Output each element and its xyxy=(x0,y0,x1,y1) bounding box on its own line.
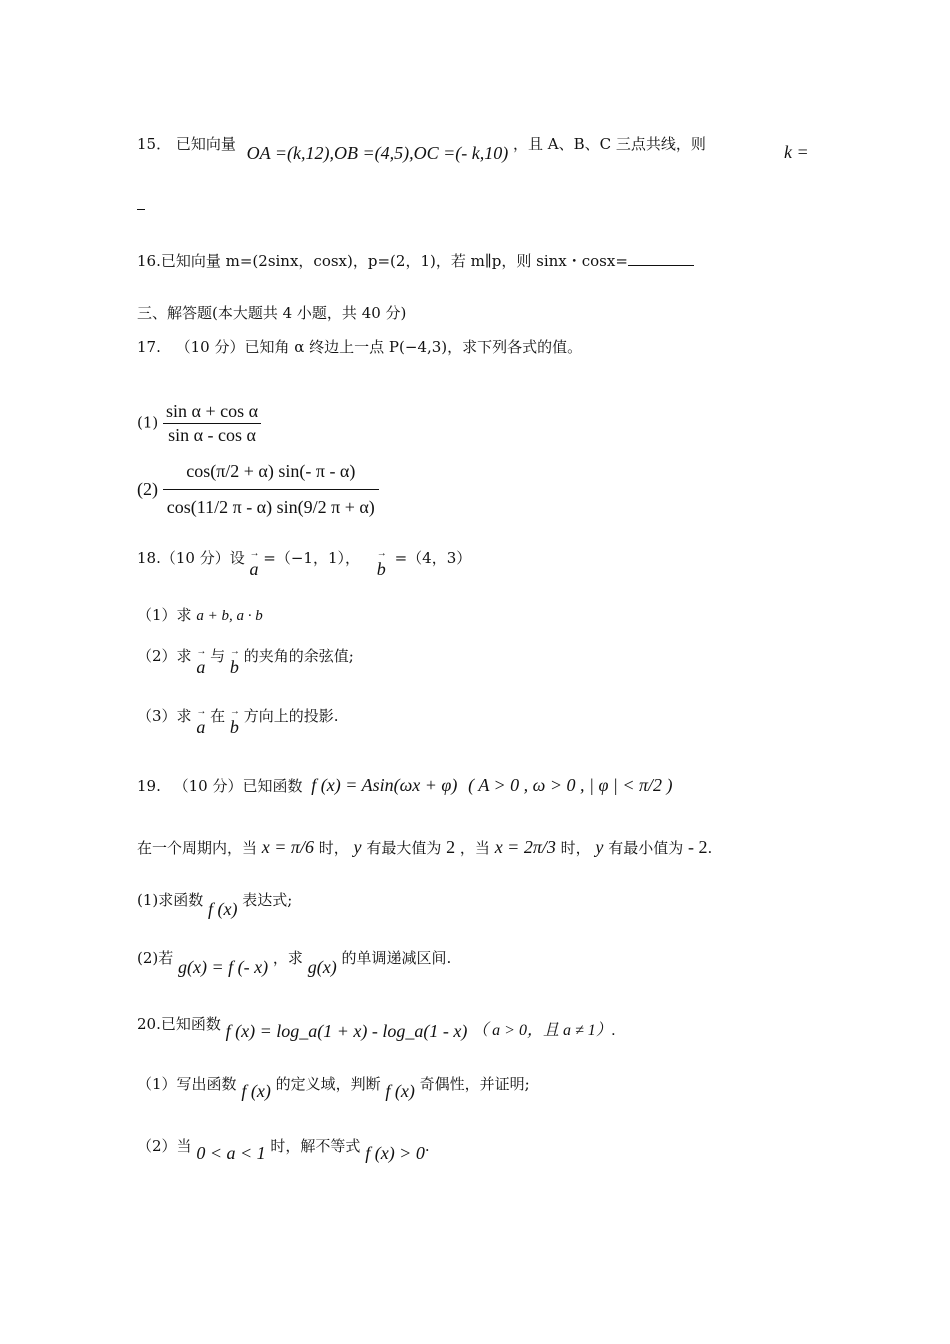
question-20 xyxy=(137,1012,616,1041)
answer-blank xyxy=(137,196,145,215)
vector-a: → a xyxy=(196,716,205,739)
vector-formula: OA =(k,12),OB =(4,5),OC =(- k,10) xyxy=(246,143,509,163)
x-value-1: x = π/6 xyxy=(261,837,314,857)
answer-variable: k = xyxy=(784,142,809,162)
part-text: 奇偶性，并证明; xyxy=(419,1075,530,1093)
function-expression: f (x) = log_a(1 + x) - log_a(1 - x) xyxy=(225,1021,468,1041)
section-heading: 三、解答题(本大题共 4 小题，共 40 分) xyxy=(137,304,407,322)
vector-b-value: =（4，3） xyxy=(394,549,472,567)
question-text: 已知向量 xyxy=(175,135,236,153)
question-text: 已知函数 xyxy=(160,1015,221,1033)
question-text: 已知向量 m=(2sinx，cosx)，p=(2，1)，若 m∥p，则 sinx・cosx= xyxy=(160,252,628,270)
question-text: 时， xyxy=(560,839,591,857)
q19-line-2: 在一个周期内，当 x = π/6 时， y 有最大值为 2 ，当 x = 2π/3 时， y 有最小值为 - 2. xyxy=(137,837,713,857)
vector-a: → a xyxy=(250,558,259,581)
question-text: 有最大值为 xyxy=(366,839,442,857)
fraction xyxy=(163,454,379,524)
vector-a: → a xyxy=(196,656,205,679)
denominator: sin α - cos α xyxy=(163,423,261,447)
question-number: 17. xyxy=(137,338,161,356)
inequality: f (x) > 0 xyxy=(365,1143,425,1163)
function-symbol: f (x) xyxy=(385,1081,415,1101)
part-text: . xyxy=(424,1137,430,1155)
question-number: 19. xyxy=(137,777,161,795)
part-text: （1）求 xyxy=(137,606,192,624)
vector-b: → b xyxy=(377,558,386,581)
q17-part-1 xyxy=(137,400,261,446)
vector-expression: a + b, a · b xyxy=(196,608,263,624)
part-text: ，求 xyxy=(272,949,303,967)
part-text: （2）求 xyxy=(137,647,192,665)
part-label: (2) xyxy=(137,478,158,499)
part-text: （1）写出函数 xyxy=(137,1075,237,1093)
part-text: 的单调递减区间. xyxy=(341,949,452,967)
answer-blank xyxy=(628,253,694,266)
q19-part-1 xyxy=(137,888,293,919)
question-17 xyxy=(137,338,582,357)
part-text: （3）求 xyxy=(137,707,192,725)
question-16 xyxy=(137,252,694,271)
function-symbol: f (x) xyxy=(241,1081,271,1101)
question-text: 在一个周期内，当 xyxy=(137,839,258,857)
question-number: 15． xyxy=(137,135,172,153)
question-text: ，当 xyxy=(459,839,490,857)
part-text: 的定义域，判断 xyxy=(275,1075,381,1093)
y-variable: y xyxy=(353,837,362,857)
part-text: 时，解不等式 xyxy=(270,1137,361,1155)
part-text: 表达式; xyxy=(242,891,293,909)
question-number: 18. xyxy=(137,549,161,567)
numerator: cos(π/2 + α) sin(- π - α) xyxy=(186,461,356,481)
question-text: （10 分）已知角 α 终边上一点 P(−4,3)，求下列各式的值。 xyxy=(175,338,583,356)
question-18 xyxy=(137,546,472,579)
function-symbol: g(x) xyxy=(307,957,337,977)
y-variable: y xyxy=(595,837,604,857)
q18-part-3 xyxy=(137,704,339,737)
denominator: cos(11/2 π - α) sin(9/2 π + α) xyxy=(163,489,379,525)
question-text: 时， xyxy=(318,839,349,857)
question-15 xyxy=(137,132,706,163)
vector-a-value: =（−1，1）， xyxy=(263,549,361,567)
part-text: (1)求函数 xyxy=(137,891,204,909)
part-text: 与 xyxy=(210,647,226,665)
function-symbol: f (x) xyxy=(208,899,238,919)
max-value: 2 xyxy=(446,837,456,857)
question-text: 有最小值为 xyxy=(608,839,684,857)
function-expression: f (x) = Asin(ωx + φ) xyxy=(311,775,458,795)
question-text: （10 分）设 xyxy=(160,549,245,567)
numerator: sin α + cos α xyxy=(166,401,259,421)
function-condition: ( A > 0 , ω > 0 , | φ | < π/2 ) xyxy=(468,775,673,795)
part-text: 的夹角的余弦值; xyxy=(243,647,354,665)
part-label: (1) xyxy=(137,413,159,432)
x-value-2: x = 2π/3 xyxy=(494,837,556,857)
fraction xyxy=(163,400,261,446)
min-value: - 2 xyxy=(688,837,708,857)
q20-part-2 xyxy=(137,1134,430,1163)
q20-part-1 xyxy=(137,1072,530,1101)
vector-b: → b xyxy=(230,716,239,739)
function-condition: （ a > 0，且 a ≠ 1）. xyxy=(472,1022,616,1039)
question-number: 20. xyxy=(137,1015,161,1033)
question-number: 16. xyxy=(137,252,161,270)
part-text: (2)若 xyxy=(137,949,174,967)
a-range: 0 < a < 1 xyxy=(196,1143,266,1163)
part-text: 方向上的投影. xyxy=(243,707,339,725)
part-text: （2）当 xyxy=(137,1137,192,1155)
vector-b: → b xyxy=(230,656,239,679)
question-text: ，且 A、B、C 三点共线，则 xyxy=(513,135,706,153)
q19-part-2 xyxy=(137,946,452,977)
q18-part-2 xyxy=(137,644,354,677)
g-definition: g(x) = f (- x) xyxy=(178,957,269,977)
q18-part-1 xyxy=(137,606,263,626)
question-19 xyxy=(137,774,673,797)
q17-part-2 xyxy=(137,454,379,524)
part-text: 在 xyxy=(210,707,226,725)
question-text: （10 分）已知函数 xyxy=(173,777,303,795)
